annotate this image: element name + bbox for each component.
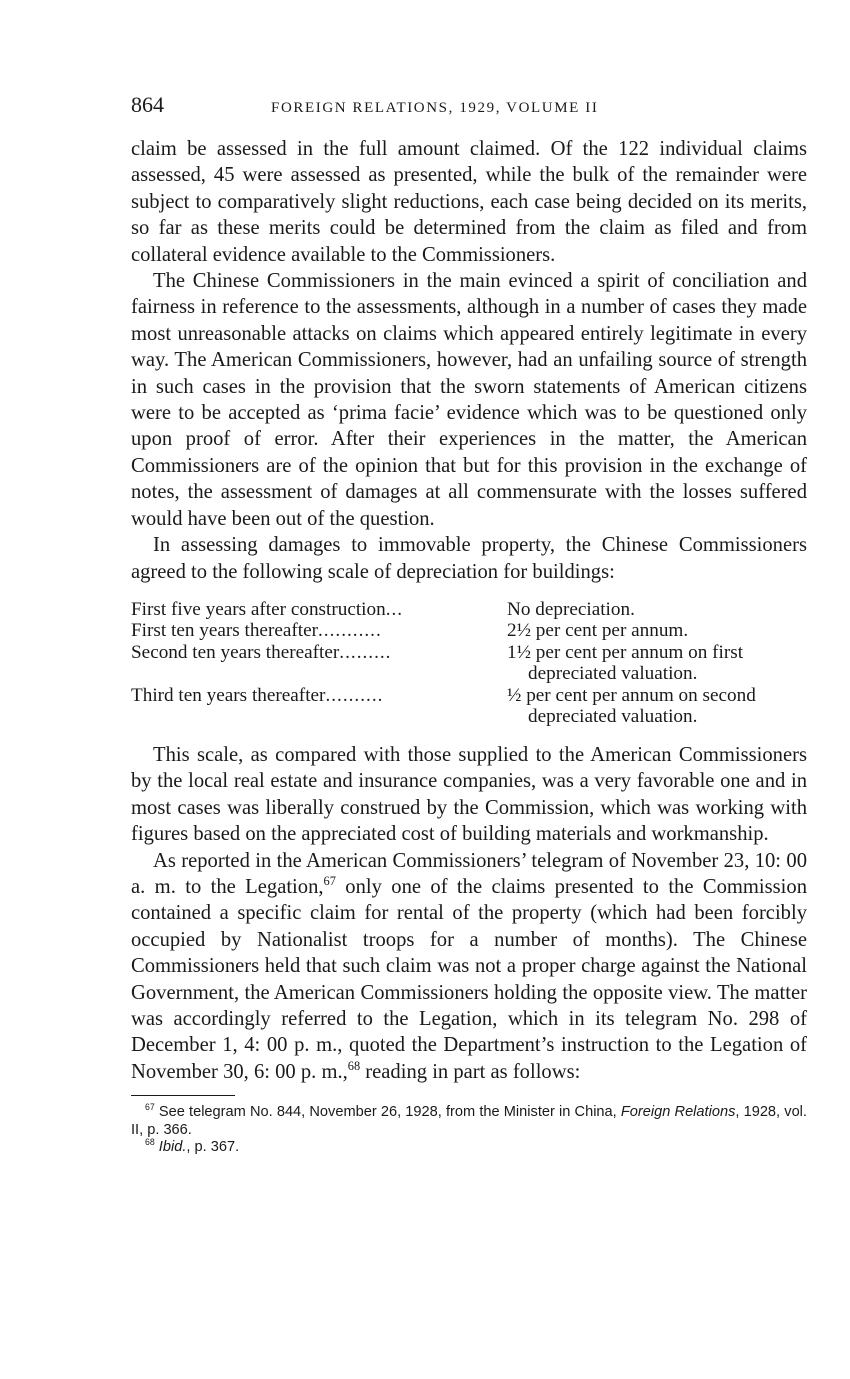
depreciation-scale-table — [131, 599, 807, 728]
scale-row — [131, 620, 807, 642]
paragraph-5: As reported in the American Commissioners’ telegram of November 23, 10: 00 a. m. to the Legation,$^{67}$ only one of the claims presented to the Commission contained a specific claim for rental of the property (which had been forcibly occupied by Nationalist troops for a number of months). The Chinese Commissioners held that such claim was not a proper charge against the National Government, the American Commissioners holding the opposite view. The matter was accordingly referred to the Legation, which in its telegram No. 298 of December 1, 4: 00 p. m., quoted the Department’s instruction to the Legation of November 30, 6: 00 p. m.,$^{68}$ reading in part as follows: — [131, 849, 807, 1083]
paragraph-2: The Chinese Commissioners in the main evinced a spirit of conciliation and fairness in reference to the assessments, although in a number of cases they made most unreasonable attacks on claims which appeared entirely legitimate in every way. The American Commissioners, however, had an unfailing source of strength in such cases in the provision that the sworn statements of American citizens were to be accepted as ‘prima facie’ evidence which was to be questioned only upon proof of error. After their experiences in the matter, the American Commissioners are of the opinion that but for this provision in the exchange of notes, the assessment of damages at all commensurate with the losses suffered would have been out of the question. — [131, 270, 807, 530]
body-text — [131, 136, 807, 1085]
scale-label: First ten years thereafter — [131, 620, 318, 642]
scale-value: 2½ per cent per annum. — [507, 620, 689, 642]
page-number: 864 — [131, 92, 164, 117]
scale-value-continuation: depreciated valuation. — [528, 706, 698, 728]
scale-row — [131, 599, 807, 621]
ibid-reference: Ibid. — [158, 1139, 187, 1156]
scale-label: Second ten years thereafter — [131, 641, 340, 663]
paragraph-3: In assessing damages to immovable property, the Chinese Commissioners agreed to the following scale of depreciation for buildings: — [131, 534, 807, 583]
scale-label: Third ten years thereafter — [131, 684, 326, 706]
paragraph-1: claim be assessed in the full amount claimed. Of the 122 individual claims assessed, 45 were assessed as presented, while the bulk of the remainder were subject to comparatively slight reductions, each case being decided on its merits, so far as these merits could be determined from the claim as filed and from collateral evidence available to the Commissioners. — [131, 138, 807, 266]
leader-dots: ......... — [339, 641, 392, 663]
running-head: FOREIGN RELATIONS, 1929, VOLUME II — [271, 100, 599, 116]
leader-dots: .......... — [325, 684, 384, 706]
scale-row — [131, 685, 807, 728]
footnotes — [131, 1104, 807, 1157]
scale-value-continuation: depreciated valuation. — [528, 663, 698, 685]
footnote-68: $^{68}$ Ibid., p. 367. — [145, 1137, 240, 1156]
publication-title: Foreign Relations — [620, 1104, 736, 1121]
footnote-ref-67[interactable]: 67 — [323, 874, 336, 889]
scale-label: First five years after construction — [131, 598, 386, 620]
document-page — [131, 92, 807, 1157]
footnote-ref-68[interactable]: 68 — [347, 1058, 361, 1073]
scale-value: 1½ per cent per annum on first — [507, 641, 744, 663]
footnote-marker: 67 — [145, 1102, 155, 1113]
leader-dots: ... — [385, 598, 404, 620]
footnote-divider — [131, 1095, 235, 1096]
scale-row — [131, 642, 807, 685]
paragraph-4: This scale, as compared with those supplied to the American Commissioners by the local real estate and insurance companies, was a very favorable one and in most cases was liberally construed by the Commission, which was working with figures based on the appreciated cost of building materials and workmanship. — [131, 743, 807, 846]
footnote-67: $^{67}$ See telegram No. 844, November 26, 1928, from the Minister in China, Foreign Relations, 1928, vol. II, p. 366. — [131, 1102, 807, 1138]
scale-value: No depreciation. — [507, 598, 635, 620]
scale-value: ½ per cent per annum on second — [507, 684, 756, 706]
footnote-marker: 68 — [145, 1137, 155, 1148]
leader-dots: ........... — [318, 620, 382, 642]
page-header — [131, 92, 807, 122]
